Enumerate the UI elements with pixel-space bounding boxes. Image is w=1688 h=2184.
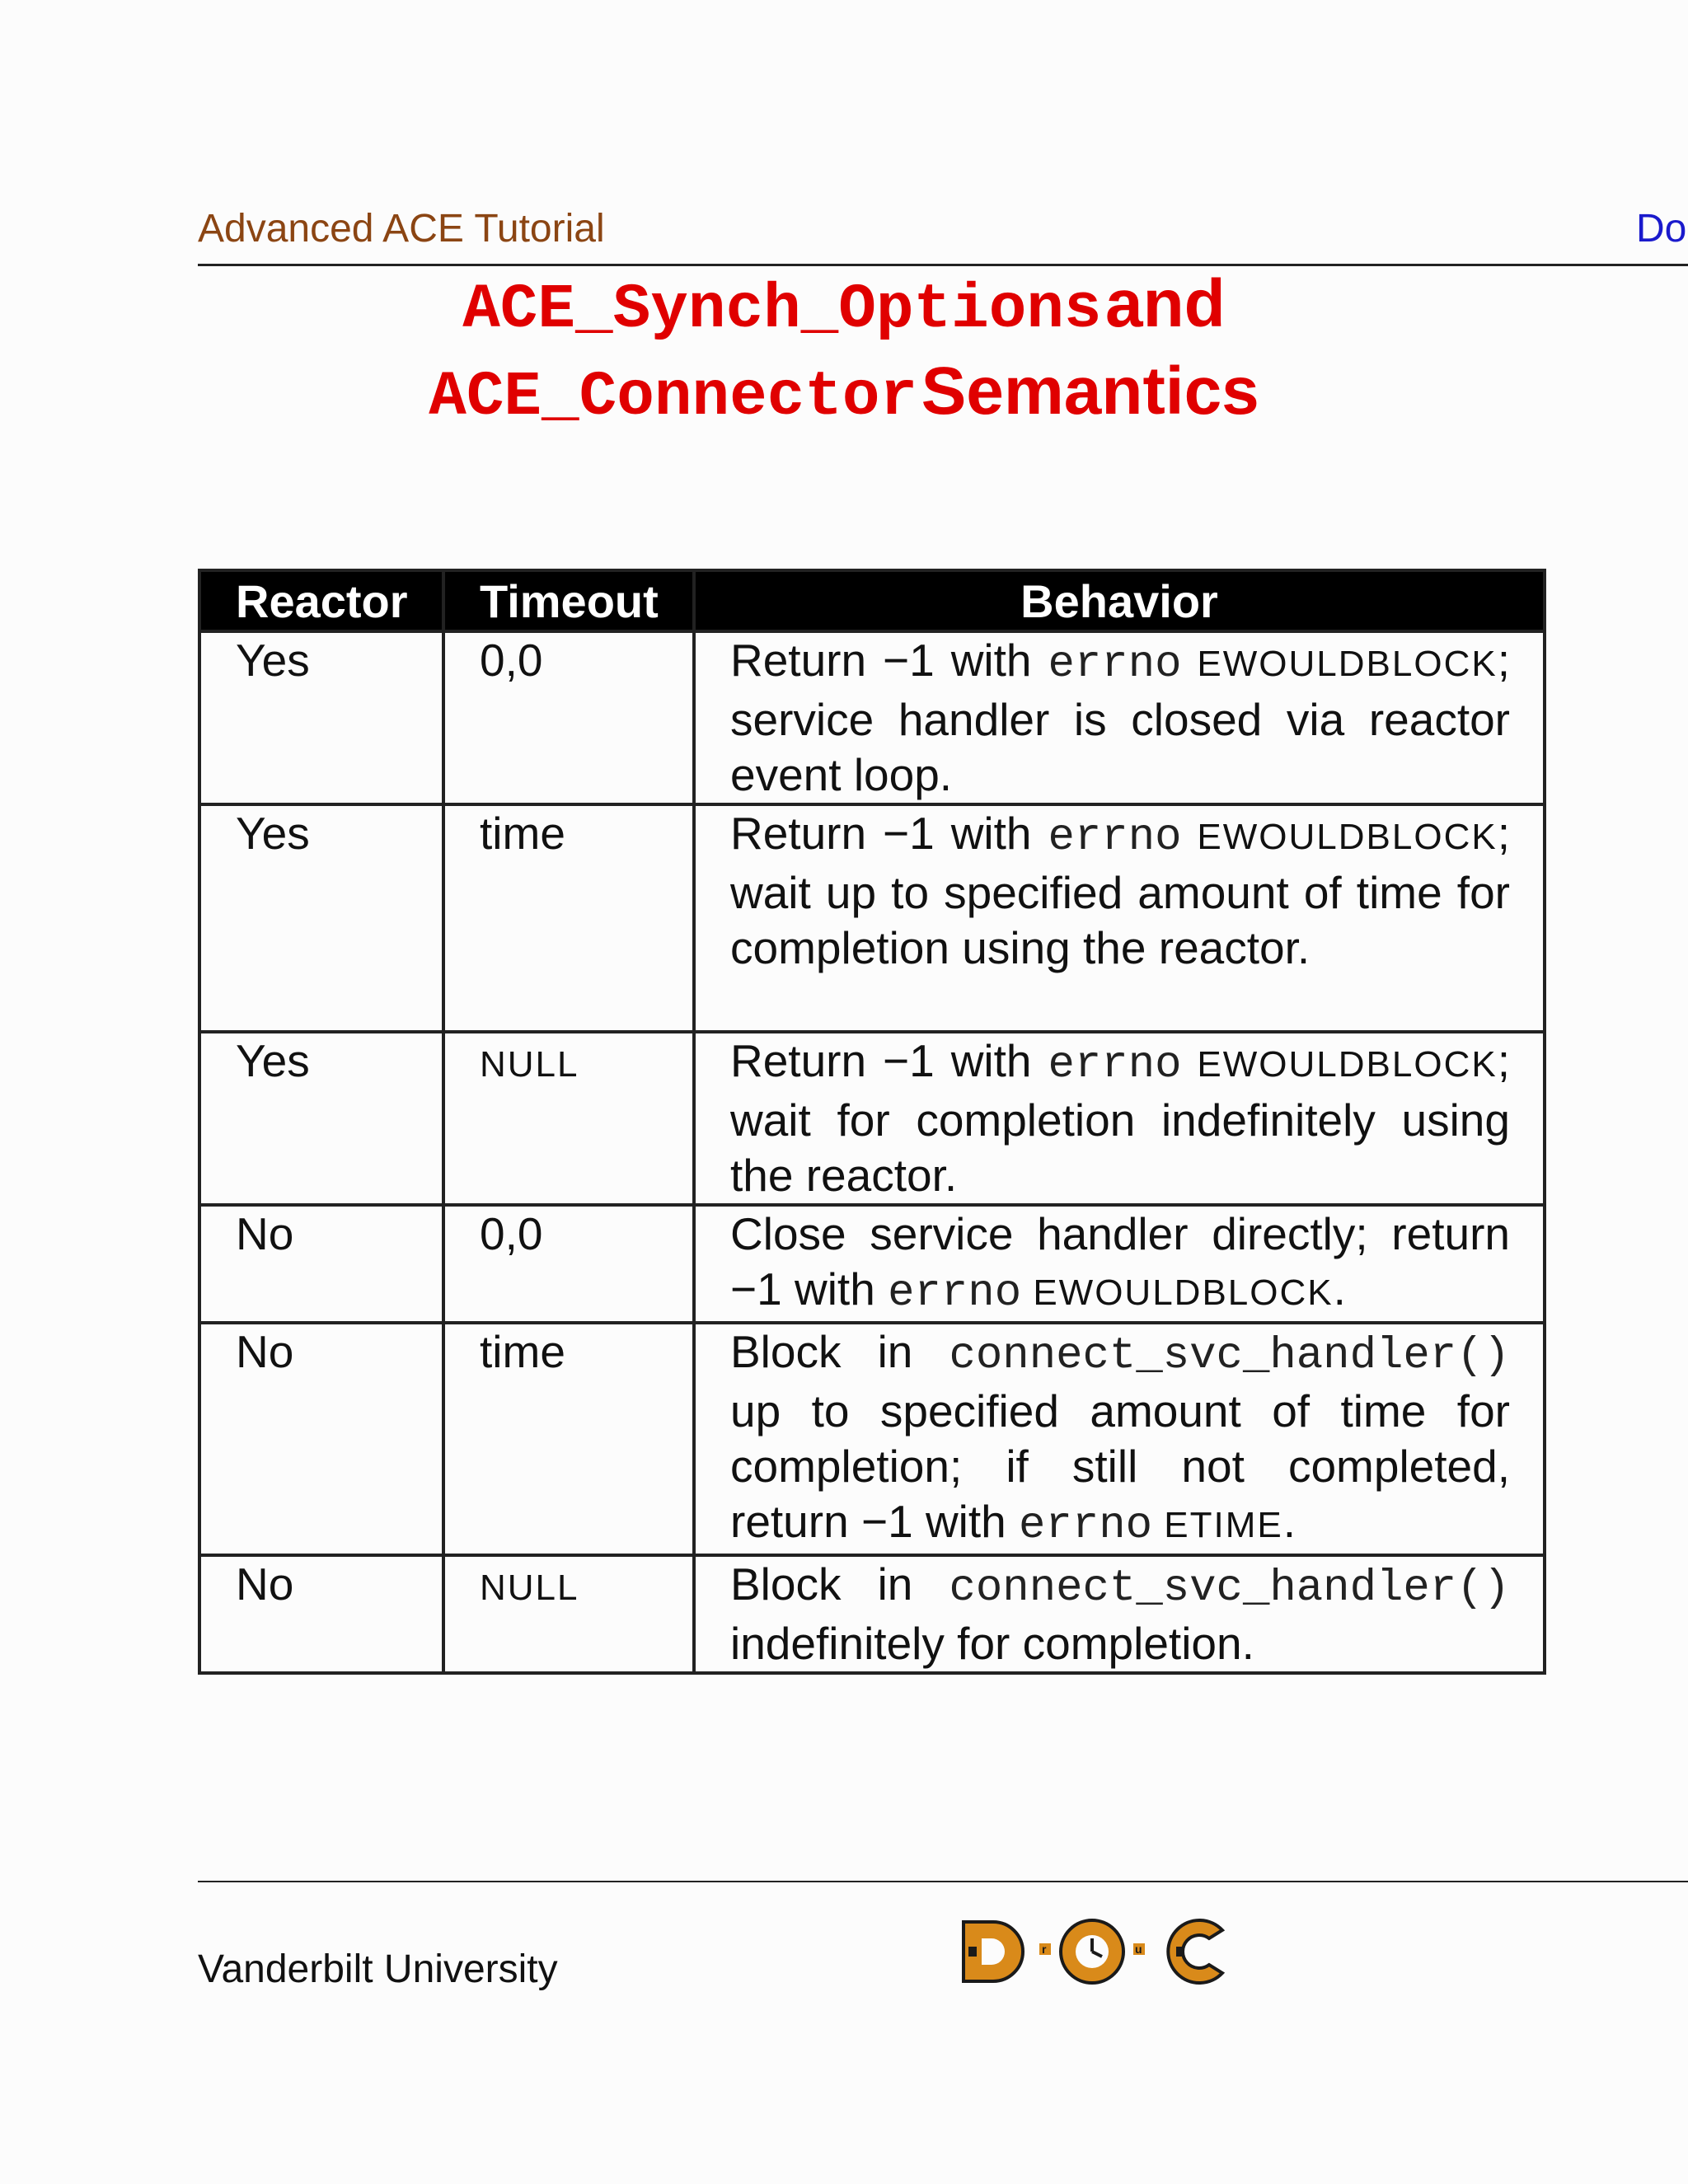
behavior-cell	[694, 631, 1545, 804]
table-row	[199, 1323, 1545, 1555]
timeout-null: NULL	[480, 1568, 579, 1608]
table-row	[199, 1555, 1545, 1673]
slide-title-line-1	[0, 265, 1688, 345]
logo-letter-r	[1039, 1943, 1051, 1956]
behavior-text: indefinitely for completion.	[730, 1618, 1254, 1669]
behavior-text: ; wait for completion indefinitely using the reactor.	[730, 1035, 1510, 1201]
behavior-text: Block in	[730, 1558, 950, 1610]
slide-title-line-2	[0, 353, 1688, 433]
table-header-row	[199, 570, 1545, 631]
table-row	[199, 1205, 1545, 1323]
reactor-cell: Yes	[199, 804, 443, 1032]
behavior-code: errno	[1048, 640, 1182, 690]
behavior-code: connect_svc_handler()	[949, 1563, 1510, 1614]
behavior-text: Return −1 with	[730, 635, 1048, 686]
footer-institution: Vanderbilt University	[198, 1947, 558, 1991]
timeout-cell	[443, 1032, 694, 1205]
behavior-constant: EWOULDBLOCK	[1181, 817, 1498, 857]
column-header-reactor: Reactor	[199, 570, 443, 631]
behavior-code: errno	[1048, 1040, 1182, 1090]
behavior-cell	[694, 804, 1545, 1032]
behavior-text: ; service handler is closed via reactor event loop.	[730, 635, 1510, 800]
svg-text:r: r	[1042, 1943, 1047, 1956]
behavior-text: .	[1333, 1263, 1346, 1315]
behavior-text: up to specified amount of time for completion; if still not completed, return −1 with	[730, 1385, 1510, 1547]
behavior-cell	[694, 1205, 1545, 1323]
column-header-timeout: Timeout	[443, 570, 694, 631]
reactor-cell: No	[199, 1555, 443, 1673]
behavior-cell	[694, 1555, 1545, 1673]
logo-letter-o	[1061, 1920, 1123, 1983]
behavior-text: ; wait up to specified amount of time for completion using the reactor.	[730, 808, 1510, 973]
reactor-cell: No	[199, 1323, 443, 1555]
behavior-constant: EWOULDBLOCK	[1181, 1044, 1498, 1085]
timeout-cell: 0,0	[443, 1205, 694, 1323]
behavior-text: Return −1 with	[730, 808, 1048, 859]
header-title: Advanced ACE Tutorial	[198, 207, 605, 251]
behavior-cell	[694, 1323, 1545, 1555]
logo-letter-d	[964, 1922, 1023, 1981]
behavior-cell	[694, 1032, 1545, 1205]
title-code-connector: ACE_Connector	[429, 362, 918, 433]
table-row	[199, 1032, 1545, 1205]
timeout-cell: time	[443, 804, 694, 1032]
timeout-null: NULL	[480, 1044, 579, 1085]
title-code-synch-options: ACE_Synch_Options	[462, 274, 1102, 345]
timeout-cell: time	[443, 1323, 694, 1555]
behavior-text: .	[1282, 1496, 1296, 1547]
header-right-text: Do	[1636, 207, 1687, 251]
behavior-code: errno	[1019, 1501, 1153, 1551]
timeout-cell: 0,0	[443, 631, 694, 804]
semantics-table	[198, 569, 1546, 1675]
behavior-text: Block in	[730, 1326, 950, 1377]
logo-letter-c	[1168, 1920, 1222, 1983]
reactor-cell: No	[199, 1205, 443, 1323]
title-text-and: and	[1104, 266, 1226, 341]
svg-text:u: u	[1135, 1943, 1142, 1956]
reactor-cell: Yes	[199, 1032, 443, 1205]
behavior-code: connect_svc_handler()	[949, 1331, 1510, 1381]
behavior-text: Return −1 with	[730, 1035, 1048, 1086]
table-row	[199, 631, 1545, 804]
footer-rule	[198, 1881, 1688, 1882]
reactor-cell: Yes	[199, 631, 443, 804]
logo-letter-u	[1133, 1943, 1145, 1956]
title-text-semantics: Semantics	[921, 354, 1259, 429]
behavior-text: Close service handler directly; return −1 with	[730, 1208, 1510, 1315]
behavior-code: errno	[1048, 813, 1182, 863]
column-header-behavior: Behavior	[694, 570, 1545, 631]
table-row	[199, 804, 1545, 1032]
behavior-code: errno	[888, 1268, 1022, 1319]
doc-group-logo	[960, 1910, 1232, 1993]
behavior-constant: EWOULDBLOCK	[1181, 644, 1498, 684]
behavior-constant: ETIME	[1152, 1505, 1283, 1545]
timeout-cell	[443, 1555, 694, 1673]
behavior-constant: EWOULDBLOCK	[1021, 1272, 1334, 1313]
